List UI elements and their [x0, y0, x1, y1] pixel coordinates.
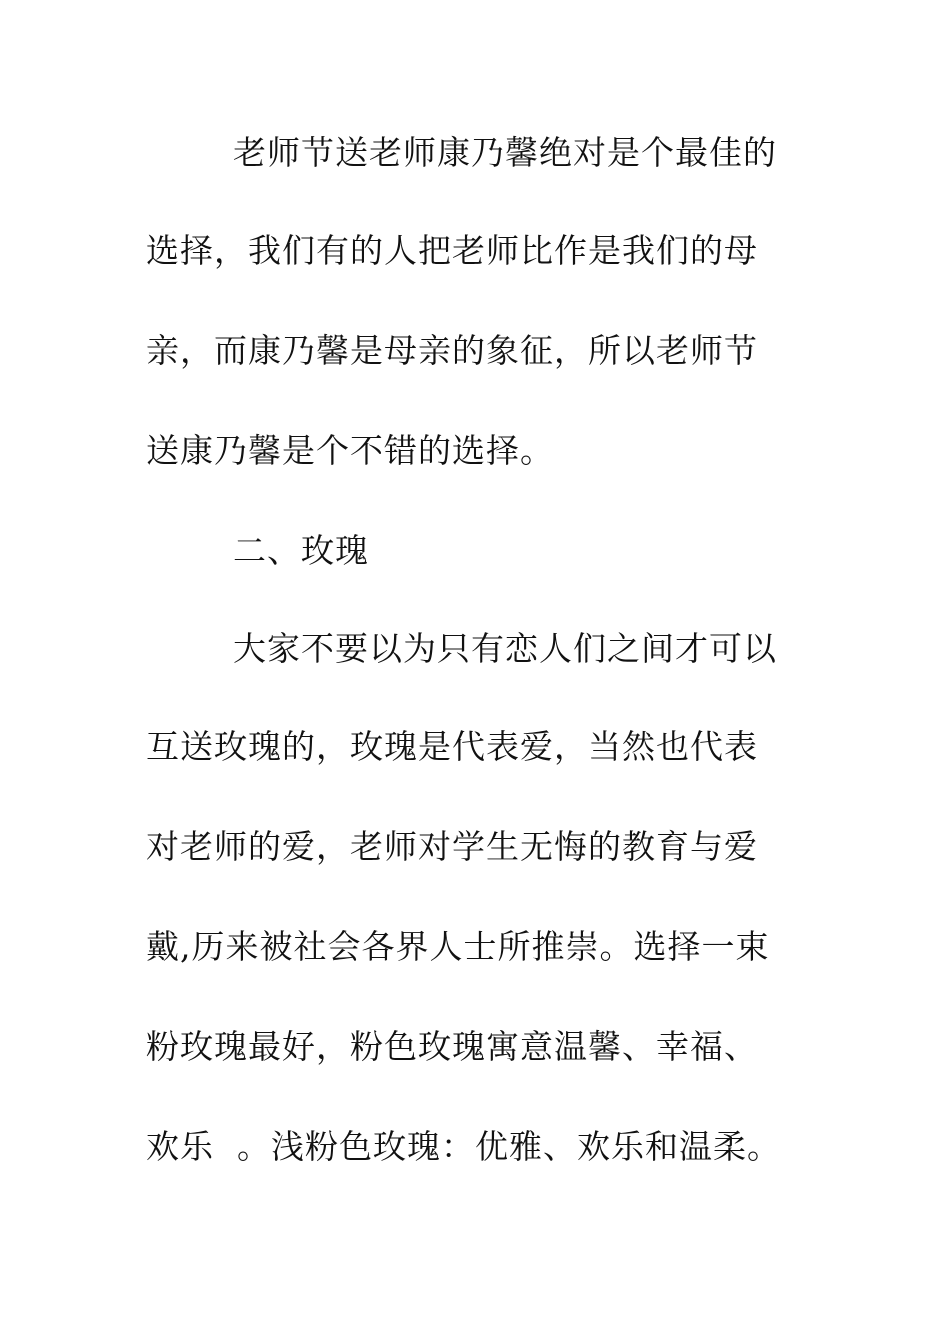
paragraph-1-line-1: 老师节送老师康乃馨绝对是个最佳的 — [233, 133, 777, 172]
paragraph-2-line-3: 对老师的爱，老师对学生无悔的教育与爱 — [146, 827, 758, 866]
paragraph-2-line-1: 大家不要以为只有恋人们之间才可以 — [233, 629, 777, 668]
paragraph-2-line-6: 欢乐 。浅粉色玫瑰：优雅、欢乐和温柔。 — [146, 1127, 781, 1166]
paragraph-1-line-2: 选择，我们有的人把老师比作是我们的母 — [146, 231, 758, 270]
paragraph-2-line-5: 粉玫瑰最好，粉色玫瑰寓意温馨、幸福、 — [146, 1027, 758, 1066]
paragraph-2-line-2: 互送玫瑰的，玫瑰是代表爱，当然也代表 — [146, 727, 758, 766]
paragraph-1-line-4: 送康乃馨是个不错的选择。 — [146, 431, 554, 470]
section-heading-rose: 二、玫瑰 — [233, 531, 369, 570]
paragraph-2-line-4: 戴,历来被社会各界人士所推崇。选择一束 — [146, 927, 770, 966]
paragraph-1-line-3: 亲，而康乃馨是母亲的象征，所以老师节 — [146, 331, 758, 370]
